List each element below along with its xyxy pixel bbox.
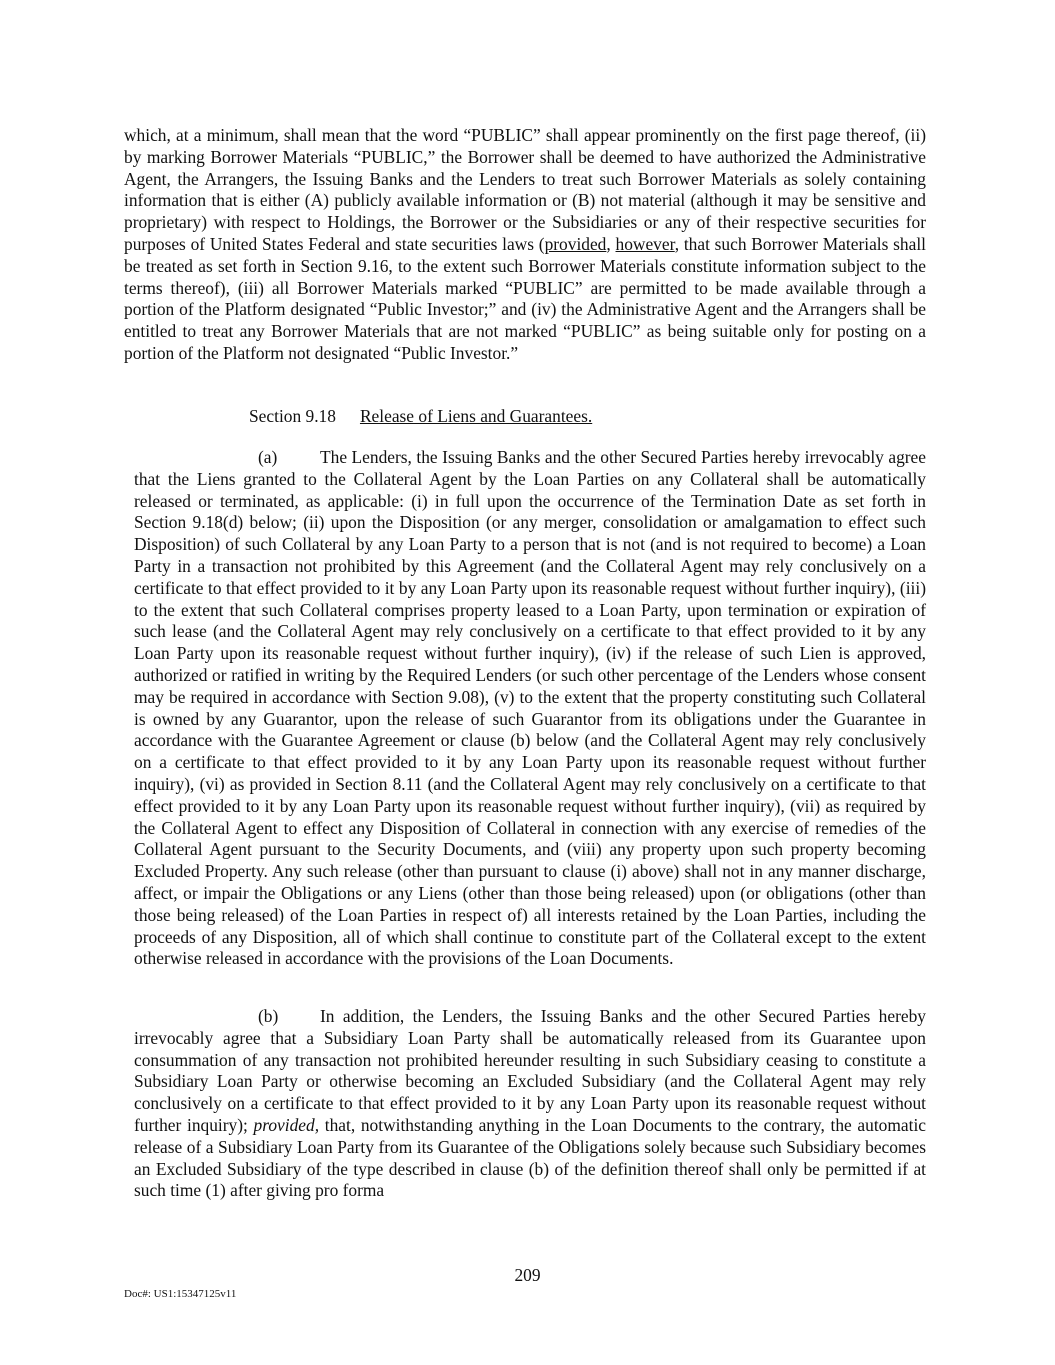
- paragraph-b-text-1: In addition, the Lenders, the Issuing Banks and the other Secured Parties hereby irrevocably agree that a Subsidiary Loan Party shall be automatically released from its Guarantee upon consummation of any transaction not prohibited hereunder resulting in such Subsidiary ceasing to constitute a Subsidiary Loan Party or otherwise becoming an Excluded Subsidiary (and the Collateral Agent may rely conclusively on a certificate to that effect provided to it by any Loan Party upon its reasonable request without further inquiry);: [134, 1006, 926, 1135]
- section-number: Section 9.18: [249, 406, 336, 426]
- paragraph-a-label: (a): [258, 447, 278, 467]
- provided-italic-term: provided,: [253, 1114, 320, 1135]
- paragraph-b-label: (b): [258, 1006, 279, 1026]
- intro-text-2: ,: [606, 233, 616, 254]
- paragraph-a-text: The Lenders, the Issuing Banks and the other Secured Parties hereby irrevocably agree that the Liens granted to the Collateral Agent by the Loan Parties on any Collateral shall be automatically released or terminated, as applicable: (i) in full upon the occurrence of the Termination Date as set forth in Section 9.18(d) below; (ii) upon the Disposition (or any merger, consolidation or amalgamation to effect such Disposition) of such Collateral by any Loan Party to a person that is not (and is not required to become) a Loan Party in a transaction not prohibited by this Agreement (and the Collateral Agent may rely conclusively on a certificate to that effect provided to it by any Loan Party upon its reasonable request without further inquiry), (iii) to the extent that such Collateral comprises property leased to a Loan Party, upon termination or expiration of such lease (and the Collateral Agent may rely conclusively on a certificate to that effect provided to it by any Loan Party upon its reasonable request without further inquiry), (iv) if the release of such Lien is approved, authorized or ratified in writing by the Required Lenders (or such other percentage of the Lenders whose consent may be required in accordance with Section 9.08), (v) to the extent that the property constituting such Collateral is owned by any Guarantor, upon the release of such Guarantor from its obligations under the Guarantee in accordance with the Guarantee Agreement or clause (b) below (and the Collateral Agent may rely conclusively on a certificate to that effect provided to it by any Loan Party upon its reasonable request without further inquiry), (vi) as provided in Section 8.11 (and the Collateral Agent may rely conclusively on a certificate to that effect provided to it by any Loan Party upon its reasonable request without further inquiry), (vii) as required by the Collateral Agent to effect any Disposition of Collateral in connection with any exercise of remedies of the Collateral Agent pursuant to the Security Documents, and (viii) any property upon such property becoming Excluded Property. Any such release (other than pursuant to clause (i) above) shall not in any manner discharge, affect, or impair the Obligations or any Liens (other than those being released) upon (or obligations (other than those being released) of the Loan Parties in respect of) all interests retained by the Loan Parties, including the proceeds of any Disposition, all of which shall continue to constitute part of the Collateral except to the extent otherwise released in accordance with the provisions of the Loan Documents.: [134, 447, 926, 969]
- section-title: Release of Liens and Guarantees.: [359, 406, 593, 426]
- section-heading: [249, 405, 592, 427]
- provided-term: provided: [544, 233, 607, 254]
- paragraph-a: [134, 447, 926, 970]
- page-number: 209: [514, 1265, 541, 1285]
- paragraph-b: [134, 1006, 926, 1202]
- paragraph-b-text-2: that, notwithstanding anything in the Loan Documents to the contrary, the automatic release of a Subsidiary Loan Party from its Guarantee of the Obligations solely because such Subsidiary becomes an Excluded Subsidiary of the type described in clause (b) of the definition thereof shall only be permitted if at such time (1) after giving pro forma: [134, 1114, 926, 1201]
- however-term: however: [615, 233, 675, 254]
- intro-text-3: , that such Borrower Materials shall be treated as set forth in Section 9.16, to the extent such Borrower Materials constitute information subject to the terms thereof), (iii) all Borrower Materials marked “PUBLIC” are permitted to be made available through a portion of the Platform designated “Public Investor;” and (iv) the Administrative Agent and the Arrangers shall be entitled to treat any Borrower Materials that are not marked “PUBLIC” as being suitable only for posting on a portion of the Platform not designated “Public Investor.”: [124, 233, 927, 363]
- document-id: Doc#: US1:15347125v11: [124, 1288, 237, 1300]
- intro-paragraph: [124, 125, 926, 365]
- intro-text-1: which, at a minimum, shall mean that the word “PUBLIC” shall appear prominently on the first page thereof, (ii) by marking Borrower Materials “PUBLIC,” the Borrower shall be deemed to have authorized the Administrative Agent, the Arrangers, the Issuing Banks and the Lenders to treat such Borrower Materials as solely containing information that is either (A) publicly available information or (B) not material (although it may be sensitive and proprietary) with respect to Holdings, the Borrower or the Subsidiaries or any of their respective securities for purposes of United States Federal and state securities laws (: [124, 125, 926, 254]
